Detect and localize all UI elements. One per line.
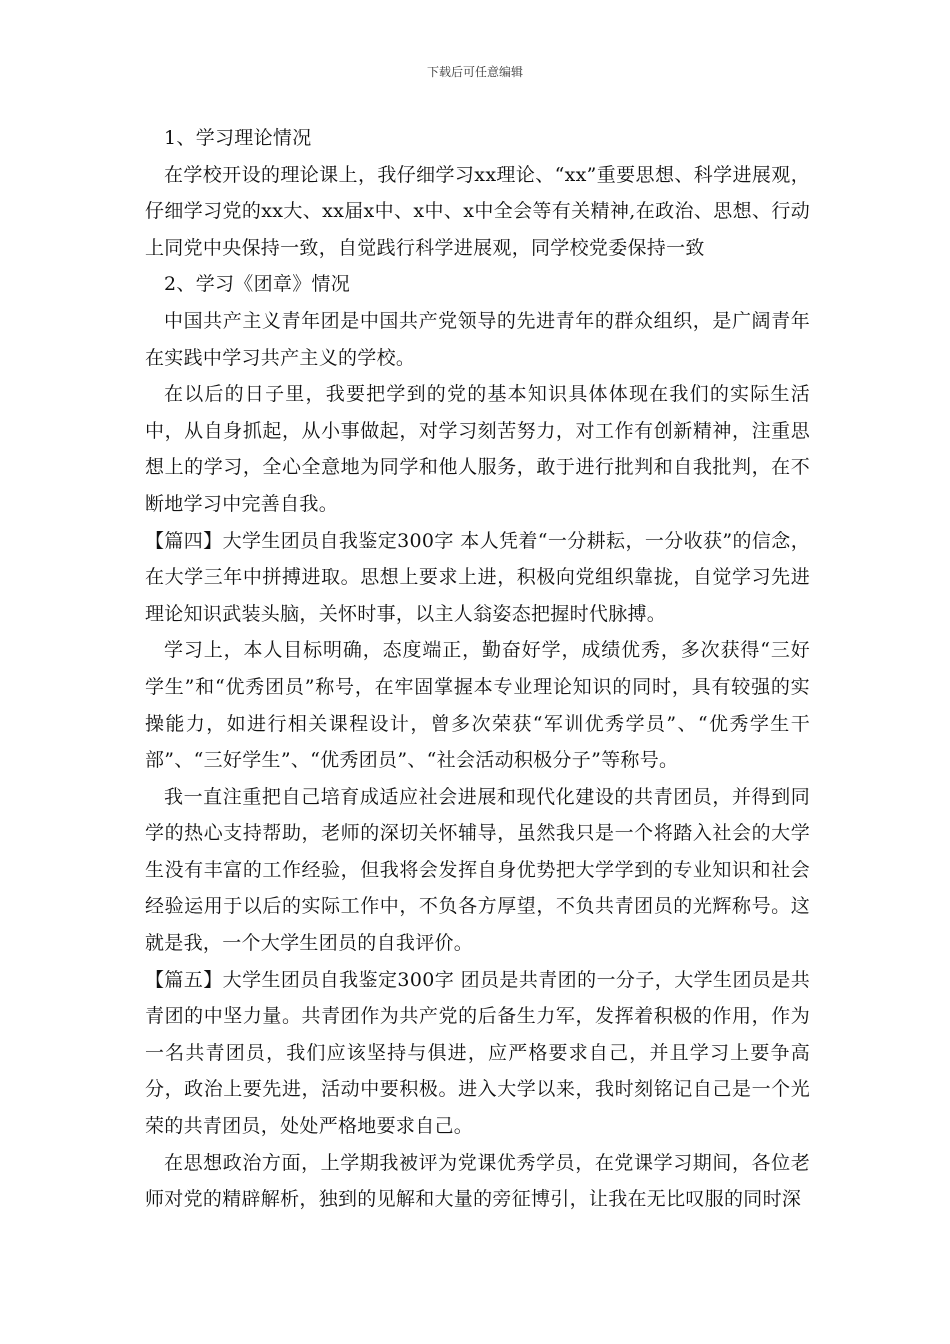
paragraph-theory-study: 在学校开设的理论课上，我仔细学习xx理论、“xx”重要思想、科学进展观，仔细学习党的xx大、xx届x中、x中、x中全会等有关精神,在政治、思想、行动上同党中央保持一致，自觉践行科学进展观，同学校党委保持一致 — [145, 163, 810, 259]
page-header: 下载后可任意编辑 — [426, 65, 523, 79]
paragraph-part-five: 【篇五】大学生团员自我鉴定300字 团员是共青团的一分子，大学生团员是共青团的中坚力量。共青团作为共产党的后备生力军，发挥着积极的作用，作为一名共青团员，我们应该坚持与俱进，应严格要求自己，并且学习上要争高分，政治上要先进，活动中要积极。进入大学以来，我时刻铭记自己是一个光荣的共青团员，处处严格地要求自己。 — [145, 968, 810, 1138]
paragraph-study-achievements: 学习上，本人目标明确，态度端正，勤奋好学，成绩优秀，多次获得“三好学生”和“优秀团员”称号，在牢固掌握本专业理论知识的同时，具有较强的实操能力，如进行相关课程设计，曾多次荣获“军训优秀学员”、“优秀学生干部”、“三好学生”、“优秀团员”、“社会活动积极分子”等称号。 — [145, 639, 810, 772]
paragraph-part-four: 【篇四】大学生团员自我鉴定300字 本人凭着“一分耕耘，一分收获”的信念，在大学三年中拼搏进取。思想上要求上进，积极向党组织靠拢，自觉学习先进理论知识武装头脑，关怀时事，以主人翁姿态把握时代脉搏。 — [145, 529, 810, 625]
section-heading-theory: 1、学习理论情况 — [164, 127, 312, 149]
paragraph-league-definition: 中国共产主义青年团是中国共产党领导的先进青年的群众组织，是广阔青年在实践中学习共产主义的学校。 — [145, 309, 810, 369]
paragraph-self-evaluation: 我一直注重把自己培育成适应社会进展和现代化建设的共青团员，并得到同学的热心支持帮助，老师的深切关怀辅导，虽然我只是一个将踏入社会的大学生没有丰富的工作经验，但我将会发挥自身优势把大学学到的专业知识和社会经验运用于以后的实际工作中，不负各方厚望，不负共青团员的光辉称号。这就是我，一个大学生团员的自我评价。 — [145, 785, 810, 955]
paragraph-political-thought: 在思想政治方面，上学期我被评为党课优秀学员，在党课学习期间，各位老师对党的精辟解析，独到的见解和大量的旁征博引，让我在无比叹服的同时深 — [145, 1151, 810, 1211]
paragraph-future-plans: 在以后的日子里，我要把学到的党的基本知识具体体现在我们的实际生活中，从自身抓起，从小事做起，对学习刻苦努力，对工作有创新精神，注重思想上的学习，全心全意地为同学和他人服务，敢于进行批判和自我批判，在不断地学习中完善自我。 — [145, 383, 810, 515]
section-heading-charter: 2、学习《团章》情况 — [164, 273, 351, 296]
document-body — [145, 120, 810, 1218]
